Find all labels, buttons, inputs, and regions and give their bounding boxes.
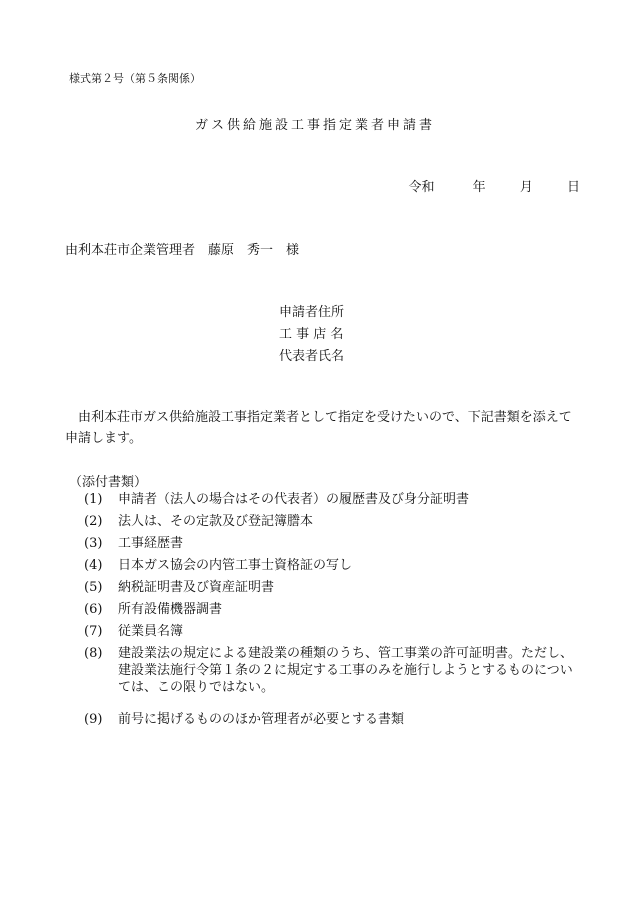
date-day-unit: 日 [566,180,580,195]
date-era: 令和 [408,180,435,195]
list-item-number: (6) [84,602,103,617]
list-item [84,621,584,643]
list-item [84,643,584,709]
list-item-text: 申請者（法人の場合はその代表者）の履歴書及び身分証明書 [118,492,470,507]
application-body-text: 由利本荘市ガス供給施設工事指定業者として指定を受けたいので、下記書類を添えて申請します。 [65,410,572,446]
list-item-text: 所有設備機器調書 [118,602,223,617]
list-item-text: 工事経歴書 [118,536,184,551]
addressee: 由利本荘市企業管理者 藤原 秀一 様 [65,243,300,258]
list-item [84,709,584,731]
list-item [84,533,584,555]
date-month-unit: 月 [519,180,533,195]
applicant-fields [279,302,344,368]
form-number: 様式第２号（第５条関係） [69,72,201,85]
applicant-address-label: 申請者住所 [279,305,345,320]
attachments-list [84,489,584,731]
list-item-text: 日本ガス協会の内管工事士資格証の写し [118,558,353,573]
list-item-text: 納税証明書及び資産証明書 [118,580,275,595]
list-item-text: 従業員名簿 [118,624,184,639]
list-item-number: (8) [84,646,103,661]
list-item-text: 法人は、その定款及び登記簿謄本 [118,514,314,529]
list-item [84,555,584,577]
attachments-heading: （添付書類） [69,475,148,490]
applicant-representative-label: 代表者氏名 [279,349,345,364]
date-line [409,176,580,195]
list-item-number: (4) [84,558,103,573]
list-item [84,577,584,599]
date-year-unit: 年 [472,180,486,195]
list-item-text: 建設業法の規定による建設業の種類のうち、管工事業の許可証明書。ただし、建設業法施行令第１条の２に規定する工事のみを施行しようとするものについては、この限りではない。 [118,646,574,695]
list-item-number: (9) [84,712,103,727]
list-item [84,599,584,621]
list-item-number: (1) [84,492,103,507]
document-title: ガス供給施設工事指定業者申請書 [194,118,435,133]
list-item [84,511,584,533]
list-item [84,489,584,511]
applicant-shop-name-label: 工 事 店 名 [279,327,344,342]
list-item-number: (2) [84,514,103,529]
list-item-text: 前号に掲げるもののほか管理者が必要とする書類 [118,712,405,727]
list-item-number: (5) [84,580,103,595]
list-item-number: (3) [84,536,103,551]
list-item-number: (7) [84,624,103,639]
